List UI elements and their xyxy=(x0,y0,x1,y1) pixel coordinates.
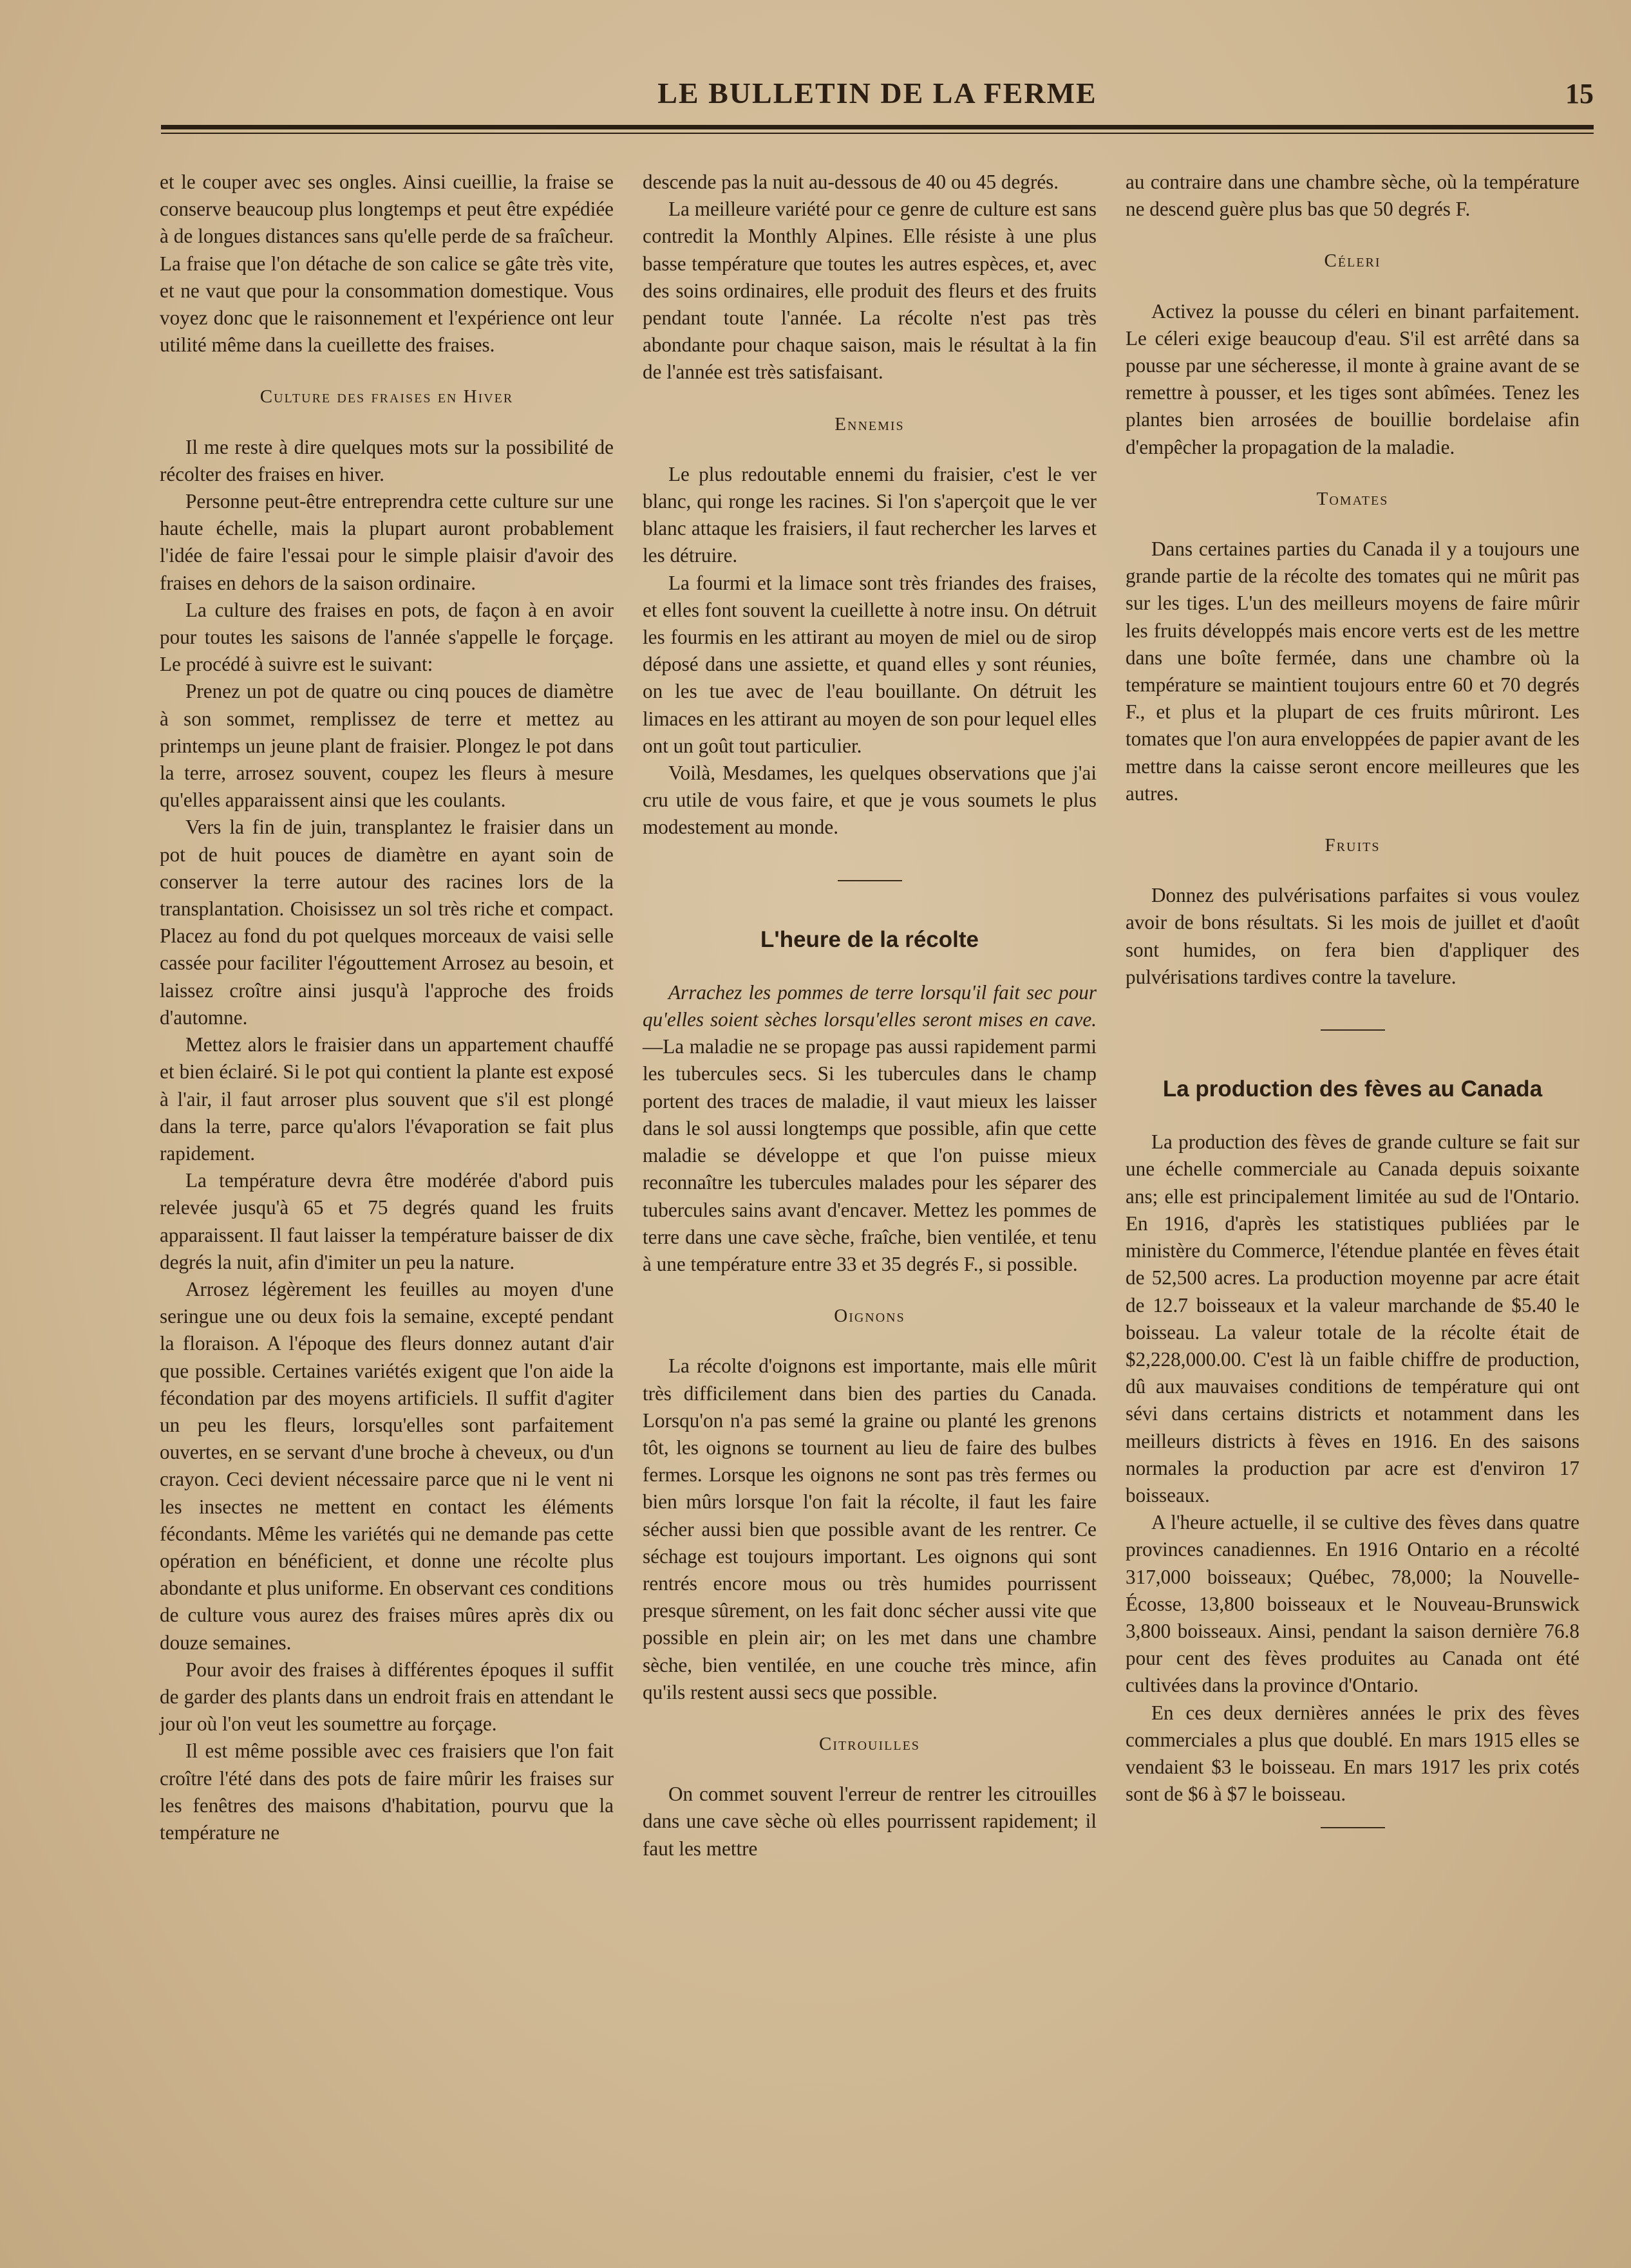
paragraph: Dans certaines parties du Canada il y a toujours une grande partie de la récolte des tomates qui ne mûrit pas sur les tiges. L'un des meilleurs moyens de faire mûrir les fruits développés mais encore verts est de les mettre dans une boîte fermée, dans une chambre où la température se maintient toujours entre 60 et 70 degrés F., et plus et la plupart de ces fruits mûriront. Les tomates que l'on aura enveloppées de papier avant de les mettre dans la caisse seront encore meilleures que les autres. xyxy=(1126,538,1579,805)
section-heading-celeri: Céleri xyxy=(1324,250,1381,272)
paragraph: La culture des fraises en pots, de façon à en avoir pour toutes les saisons de l'année s'appelle le forçage. Le procédé à suivre est le suivant: xyxy=(160,598,614,676)
paragraph: descende pas la nuit au-dessous de 40 ou 45 degrés. xyxy=(643,171,1059,193)
section-heading-ennemis: Ennemis xyxy=(834,413,905,435)
article-headline-feves: La production des fèves au Canada xyxy=(1162,1076,1543,1102)
paragraph: au contraire dans une chambre sèche, où la température ne descend guère plus bas que 50 degrés F. xyxy=(1126,171,1579,221)
article-end-separator xyxy=(1321,1827,1385,1828)
section-heading-fruits: Fruits xyxy=(1325,835,1381,856)
paragraph: Pour avoir des fraises à différentes époques il suffit de garder des plants dans un endroit frais en attendant le jour où l'on veut les soumettre au forçage. xyxy=(160,1658,614,1736)
lead-paragraph xyxy=(643,979,1097,1278)
paragraph: La fourmi et la limace sont très friandes des fraises, et elles font souvent la cueillette à notre insu. On détruit les fourmis en les attirant au moyen de miel ou de sirop déposé dans une assiette, et quand elles y sont réunies, on les tue avec de l'eau bouillante. On détruit les limaces en les attirant au moyen de son pour lequel elles ont un goût tout particulier. xyxy=(643,571,1097,757)
paragraph: A l'heure actuelle, il se cultive des fèves dans quatre provinces canadiennes. En 1916 Ontario en a récolté 317,000 boisseaux; Québec, 78,000; la Nouvelle-Écosse, 13,800 boisseaux et le Nouveau-Brunswick 3,800 boisseaux. Ainsi, pendant la saison dernière 76.8 pour cent des fèves produites au Canada ont été cultivées dans la province d'Ontario. xyxy=(1126,1511,1579,1697)
paragraph: En ces deux dernières années le prix des fèves commerciales a plus que doublé. En mars 1915 elles se vendaient $3 le boisseau. En mars 1917 les prix cotés sont de $6 à $7 le boisseau. xyxy=(1126,1701,1579,1806)
paragraph: et le couper avec ses ongles. Ainsi cueillie, la fraise se conserve beaucoup plus longtemps et peut être expédiée à de longues distances sans qu'elle perde de sa fraîcheur. La fraise que l'on détache de son calice se gâte très vite, et ne vaut que pour la consommation domestique. Vous voyez donc que le raisonnement et l'expérience ont leur utilité même dans la cueillette des fraises. xyxy=(160,171,614,357)
paragraph: La meilleure variété pour ce genre de culture est sans contredit la Monthly Alpines. Elle résiste à une plus basse température que toutes les autres espèces, et, avec des soins ordinaires, elle produit des fleurs et des fruits pendant toute l'année. La récolte n'est pas très abondante pour chaque saison, mais le résultat à la fin de l'année est très satisfaisant. xyxy=(643,198,1097,384)
page-number: 15 xyxy=(1565,78,1594,109)
header-rule-thin xyxy=(161,133,1594,134)
paragraph: Mettez alors le fraisier dans un appartement chauffé et bien éclairé. Si le pot qui contient la plante est exposé à l'air, il faut arroser plus souvent que s'il est plongé dans la terre, parce qu'alors l'évaporation se fait plus rapidement. xyxy=(160,1033,614,1165)
paragraph: On commet souvent l'erreur de rentrer les citrouilles dans une cave sèche où elles pourrissent rapidement; il faut les mettre xyxy=(643,1783,1097,1860)
header-rule-thick xyxy=(161,125,1594,129)
column-2 xyxy=(643,169,1097,1862)
paragraph: Voilà, Mesdames, les quelques observations que j'ai cru utile de vous faire, et que je vous soumets le plus modestement au monde. xyxy=(643,762,1097,839)
paragraph: Il me reste à dire quelques mots sur la possibilité de récolter des fraises en hiver. xyxy=(160,435,614,485)
paragraph: Vers la fin de juin, transplantez le fraisier dans un pot de huit pouces de diamètre en ayant soin de conserver la terre autour des racines lors de la transplantation. Choisissez un sol très riche et compact. Placez au fond du pot quelques morceaux de vaisi selle cassée pour faciliter l'égouttement Arrosez au besoin, et laissez croître ainsi jusqu'à l'approche des froids d'automne. xyxy=(160,816,614,1029)
column-3 xyxy=(1126,169,1579,1873)
article-headline-recolte: L'heure de la récolte xyxy=(760,926,979,952)
section-heading-hiver: Culture des fraises en Hiver xyxy=(259,386,514,408)
paragraph: Il est même possible avec ces fraisiers que l'on fait croître l'été dans des pots de faire mûrir les fraises sur les fenêtres des maisons d'habitation, pourvu que la température ne xyxy=(160,1739,614,1844)
section-heading-citrouilles: Citrouilles xyxy=(819,1733,920,1754)
article-separator xyxy=(838,880,902,881)
paragraph: Prenez un pot de quatre ou cinq pouces de diamètre à son sommet, remplissez de terre et mettez au printemps un jeune plant de fraisier. Plongez le pot dans la terre, arrosez souvent, coupez les fleurs à mesure qu'elles apparaissent ainsi que les coulants. xyxy=(160,680,614,812)
paragraph: La température devra être modérée d'abord puis relevée jusqu'à 65 et 75 degrés quand les fruits apparaissent. Il faut laisser la température baisser de dix degrés la nuit, afin d'imiter un peu la nature. xyxy=(160,1169,614,1273)
paragraph: Arrosez légèrement les feuilles au moyen d'une seringue une ou deux fois la semaine, excepté pendant la floraison. A l'époque des fleurs donnez autant d'air que possible. Certaines variétés exigent que l'on aide la fécondation par des moyens artificiels. Il suffit d'agiter un peu les fleurs, lorsqu'elles sont parfaitement ouvertes, en se servant d'une broche à cheveux, ou d'un crayon. Ceci devient nécessaire parce que ni le vent ni les insectes ne mettent en contact les éléments fécondants. Même les variétés qui ne demande pas cette opération en bénéficient, et donne une récolte plus abondante et plus uniforme. En observant ces conditions de culture vous aurez des fraises mûres après dix ou douze semaines. xyxy=(160,1277,614,1654)
paragraph: Le plus redoutable ennemi du fraisier, c'est le ver blanc, qui ronge les racines. Si l'on s'aperçoit que le ver blanc attaque les fraisiers, il faut rechercher les larves et les détruire. xyxy=(643,462,1097,567)
paragraph: Personne peut-être entreprendra cette culture sur une haute échelle, mais la plupart auront probablement l'idée de faire l'essai pour le simple plaisir d'avoir des fraises en dehors de la saison ordinaire. xyxy=(160,490,614,594)
paragraph: La récolte d'oignons est importante, mais elle mûrit très difficilement dans bien des parties du Canada. Lorsqu'on n'a pas semé la graine ou planté les grenons tôt, les oignons se tournent au lieu de faire des bulbes fermes. Lorsque les oignons ne sont pas très fermes ou bien mûrs lorsque l'on fait la récolte, il faut les faire sécher aussi bien que possible avant de les rentrer. Ce séchage est toujours important. Les oignons qui sont rentrés encore mous ou très humides pourrissent presque sûrement, on les fait donc sécher aussi vite que possible en plein air; on les met dans une chambre sèche, bien ventilée, en une couche très mince, afin qu'ils restent aussi secs que possible. xyxy=(643,1354,1097,1703)
lead-rest: —La maladie ne se propage pas aussi rapidement parmi les tubercules secs. Si les tubercules dans le champ portent des traces de maladie, il vaut mieux les laisser dans le sol aussi longtemps que possible, afin que cette maladie se développe et que l'on puisse mieux reconnaître les tubercules malades pour les séparer des tubercules sains avant d'encaver. Mettez les pommes de terre dans une cave sèche, fraîche, bien ventilée, et tenu à une température entre 33 et 35 degrés F., si possible. xyxy=(643,1035,1097,1275)
masthead xyxy=(161,76,1594,121)
section-heading-oignons: Oignons xyxy=(834,1306,905,1327)
paragraph: Donnez des pulvérisations parfaites si vous voulez avoir de bons résultats. Si les mois de juillet et d'août sont humides, on fera bien d'appliquer des pulvérisations tardives contre la tavelure. xyxy=(1126,884,1579,988)
lead-italic: Arrachez les pommes de terre lorsqu'il fait sec pour qu'elles soient sèches lorsqu'elles seront mises en cave. xyxy=(643,980,1097,1031)
paragraph: La production des fèves de grande culture se fait sur une échelle commerciale au Canada depuis soixante ans; elle est principalement limitée au sud de l'Ontario. En 1916, d'après les statistiques publiées par le ministère du Commerce, l'étendue plantée en fèves était de 52,500 acres. La production moyenne par acre était de 12.7 boisseaux et la valeur marchande de $5.40 le boisseau. La valeur totale de la récolte était de $2,228,000.00. C'est là un faible chiffre de production, dû aux mauvaises conditions de température qui ont sévi dans certains districts et notamment dans les meilleurs districts à fèves en 1916. En des saisons normales la production par acre est d'environ 17 boisseaux. xyxy=(1126,1130,1579,1506)
article-separator xyxy=(1321,1029,1385,1031)
paragraph: Activez la pousse du céleri en binant parfaitement. Le céleri exige beaucoup d'eau. S'il est arrêté dans sa pousse par une sécheresse, il monte à graine avant de se remettre à pousser, et les tiges sont abîmées. Tenez les plantes bien arrosées de bouillie bordelaise afin d'empêcher la propagation de la maladie. xyxy=(1126,299,1579,458)
publication-title: LE BULLETIN DE LA FERME xyxy=(657,77,1097,109)
section-heading-tomates: Tomates xyxy=(1316,488,1389,509)
column-1 xyxy=(160,169,614,1846)
